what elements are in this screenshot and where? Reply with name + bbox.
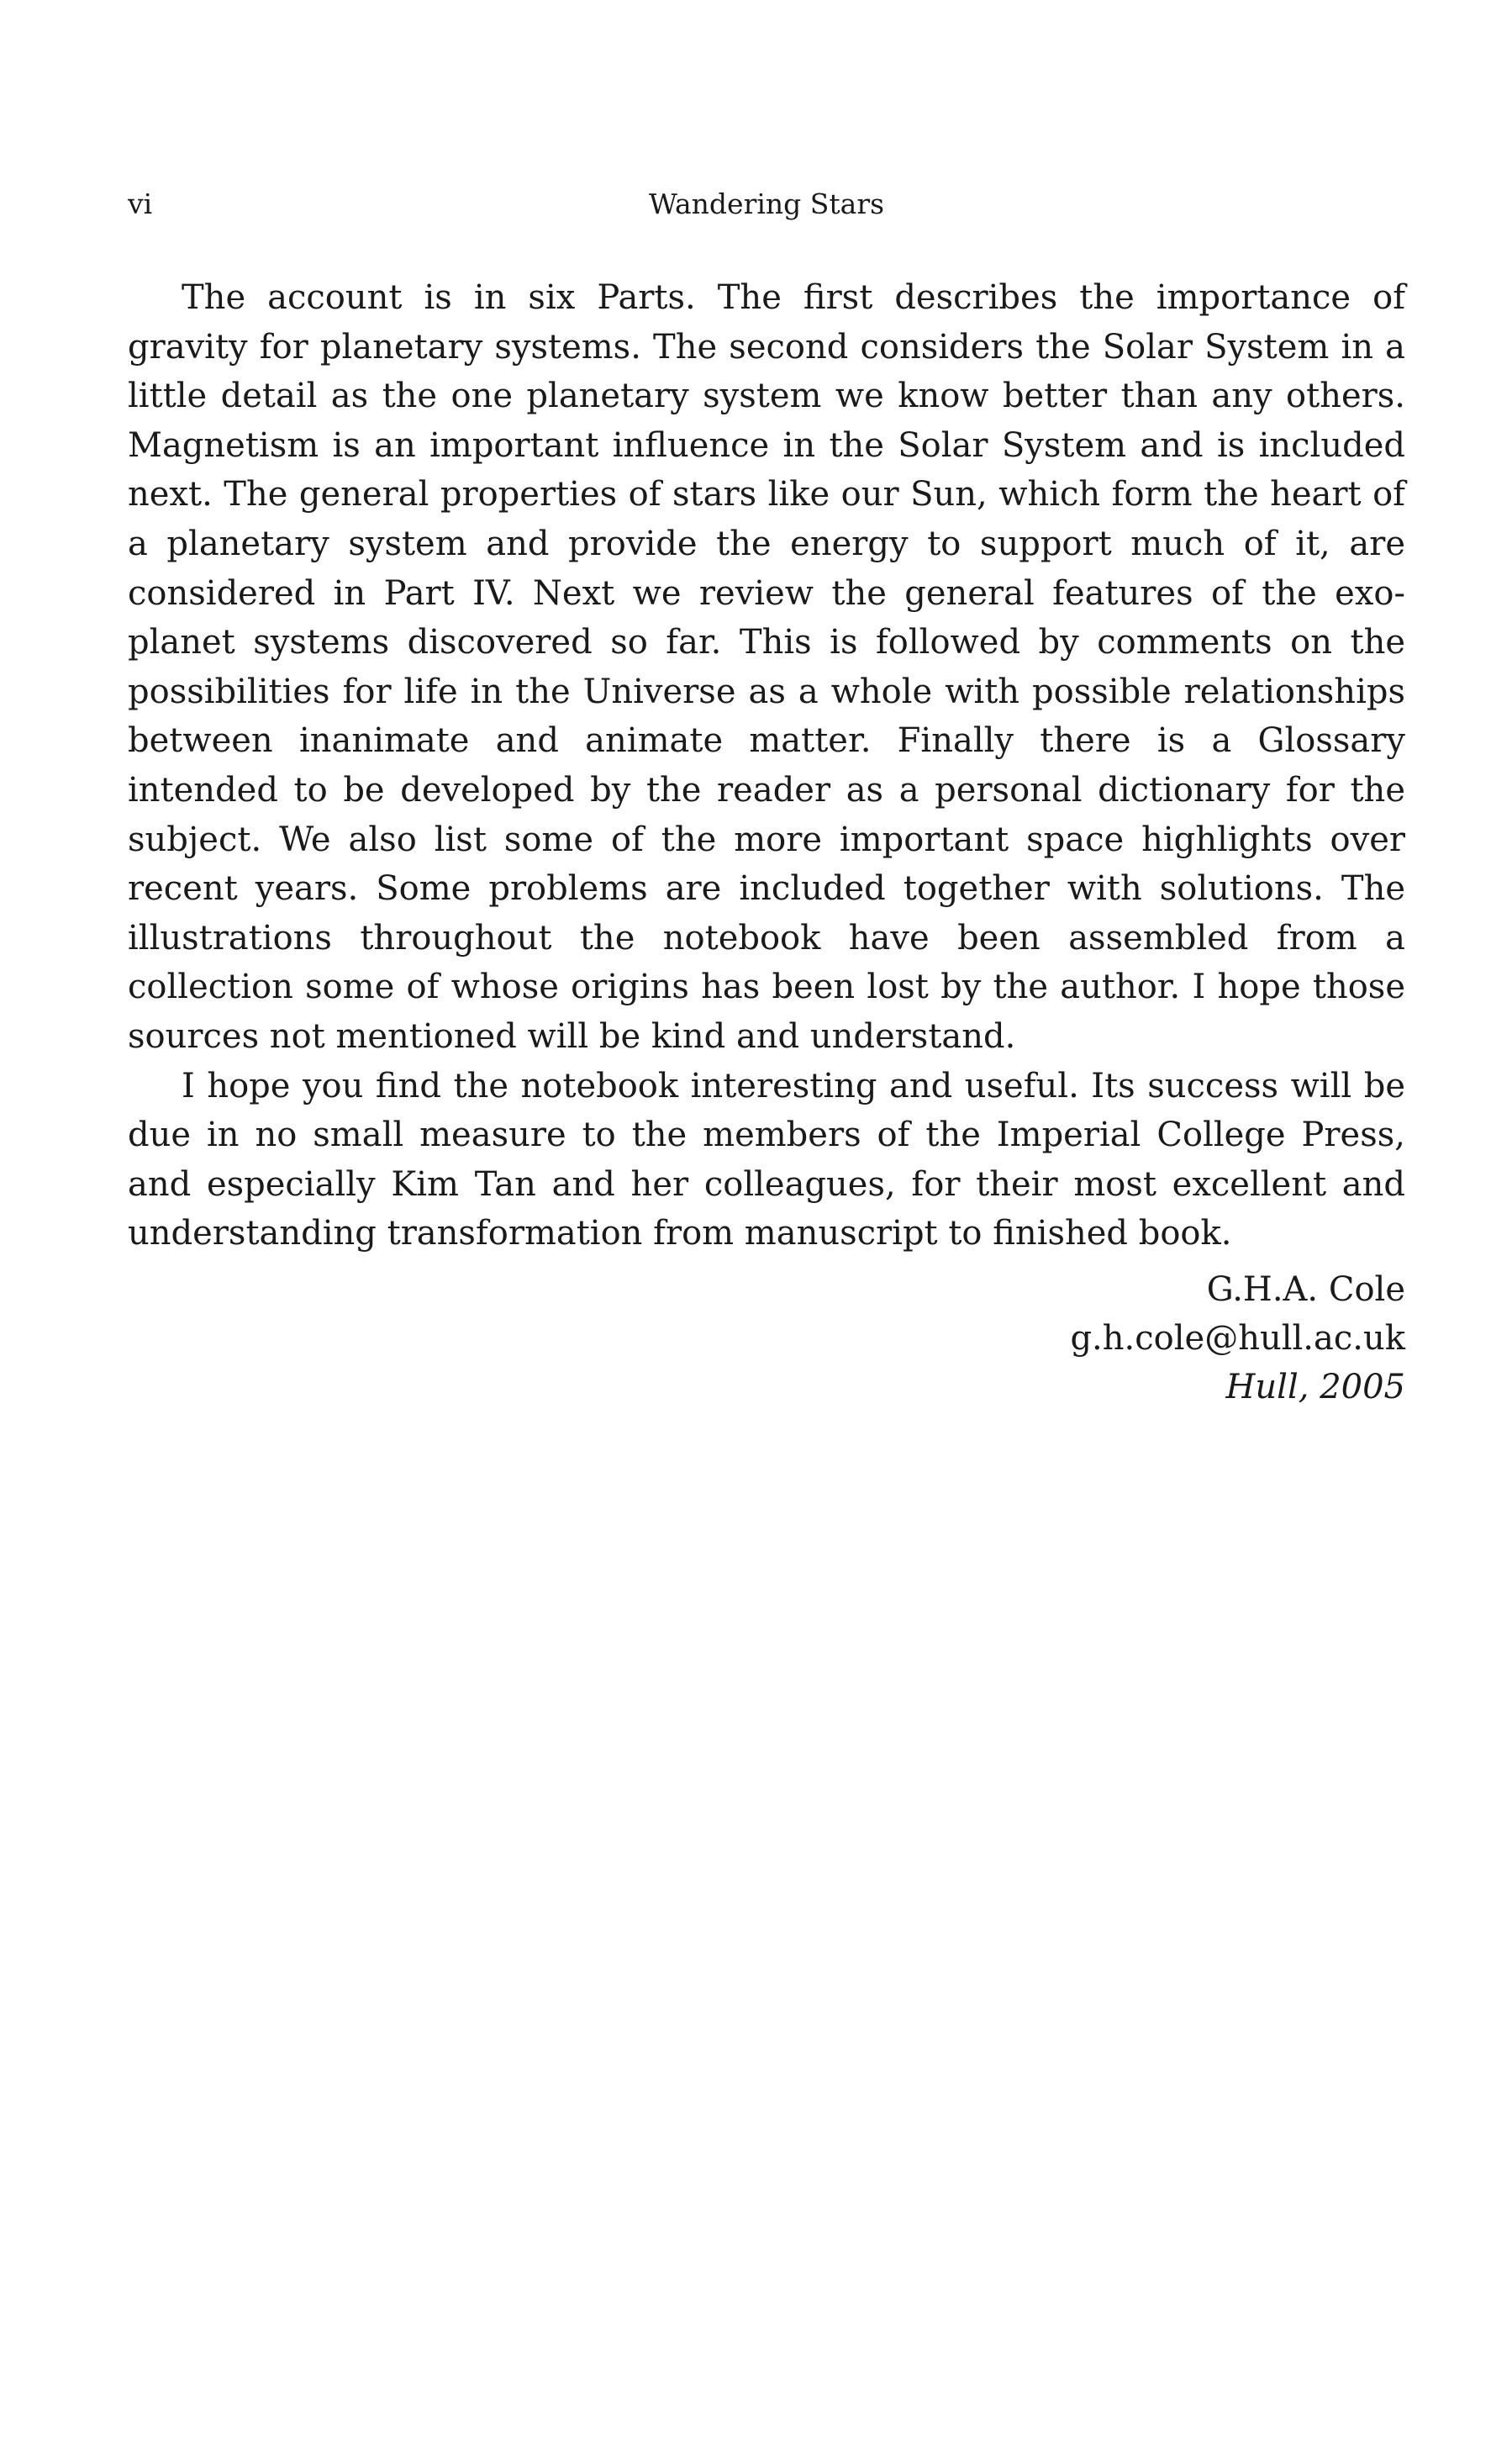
body-text	[128, 273, 1405, 1258]
place-date: Hull, 2005	[1225, 1368, 1405, 1406]
author-name: G.H.A. Cole	[1206, 1270, 1405, 1309]
signature-block	[1070, 1265, 1405, 1411]
running-title: Wandering Stars	[648, 187, 885, 220]
page-number: vi	[128, 187, 153, 220]
page-header	[128, 183, 1405, 225]
paragraph: The account is in six Parts. The first describes the importance of gravity for planetary systems. The second considers the Solar System in a little detail as the one planetary system we know better than any others. Magnetism is an important influence in the Solar System and is included next. The general properties of stars like our Sun, which form the heart of a planetary system and provide the energy to support much of it, are considered in Part IV. Next we review the general features of the exo-planet systems discovered so far. This is followed by comments on the possibilities for life in the Universe as a whole with possible relationships between inanimate and animate matter. Finally there is a Glossary intended to be developed by the reader as a personal dictionary for the subject. We also list some of the more important space highlights over recent years. Some problems are included together with solutions. The illustrations throughout the notebook have been assembled from a collection some of whose origins has been lost by the author. I hope those sources not mentioned will be kind and understand.	[128, 278, 1405, 1056]
author-email: g.h.cole@hull.ac.uk	[1070, 1319, 1405, 1358]
paragraph: I hope you find the notebook interesting and useful. Its success will be due in no small measure to the members of the Imperial College Press, and especially Kim Tan and her colleagues, for their most excellent and understanding transformation from manuscript to finished book.	[128, 1066, 1405, 1253]
